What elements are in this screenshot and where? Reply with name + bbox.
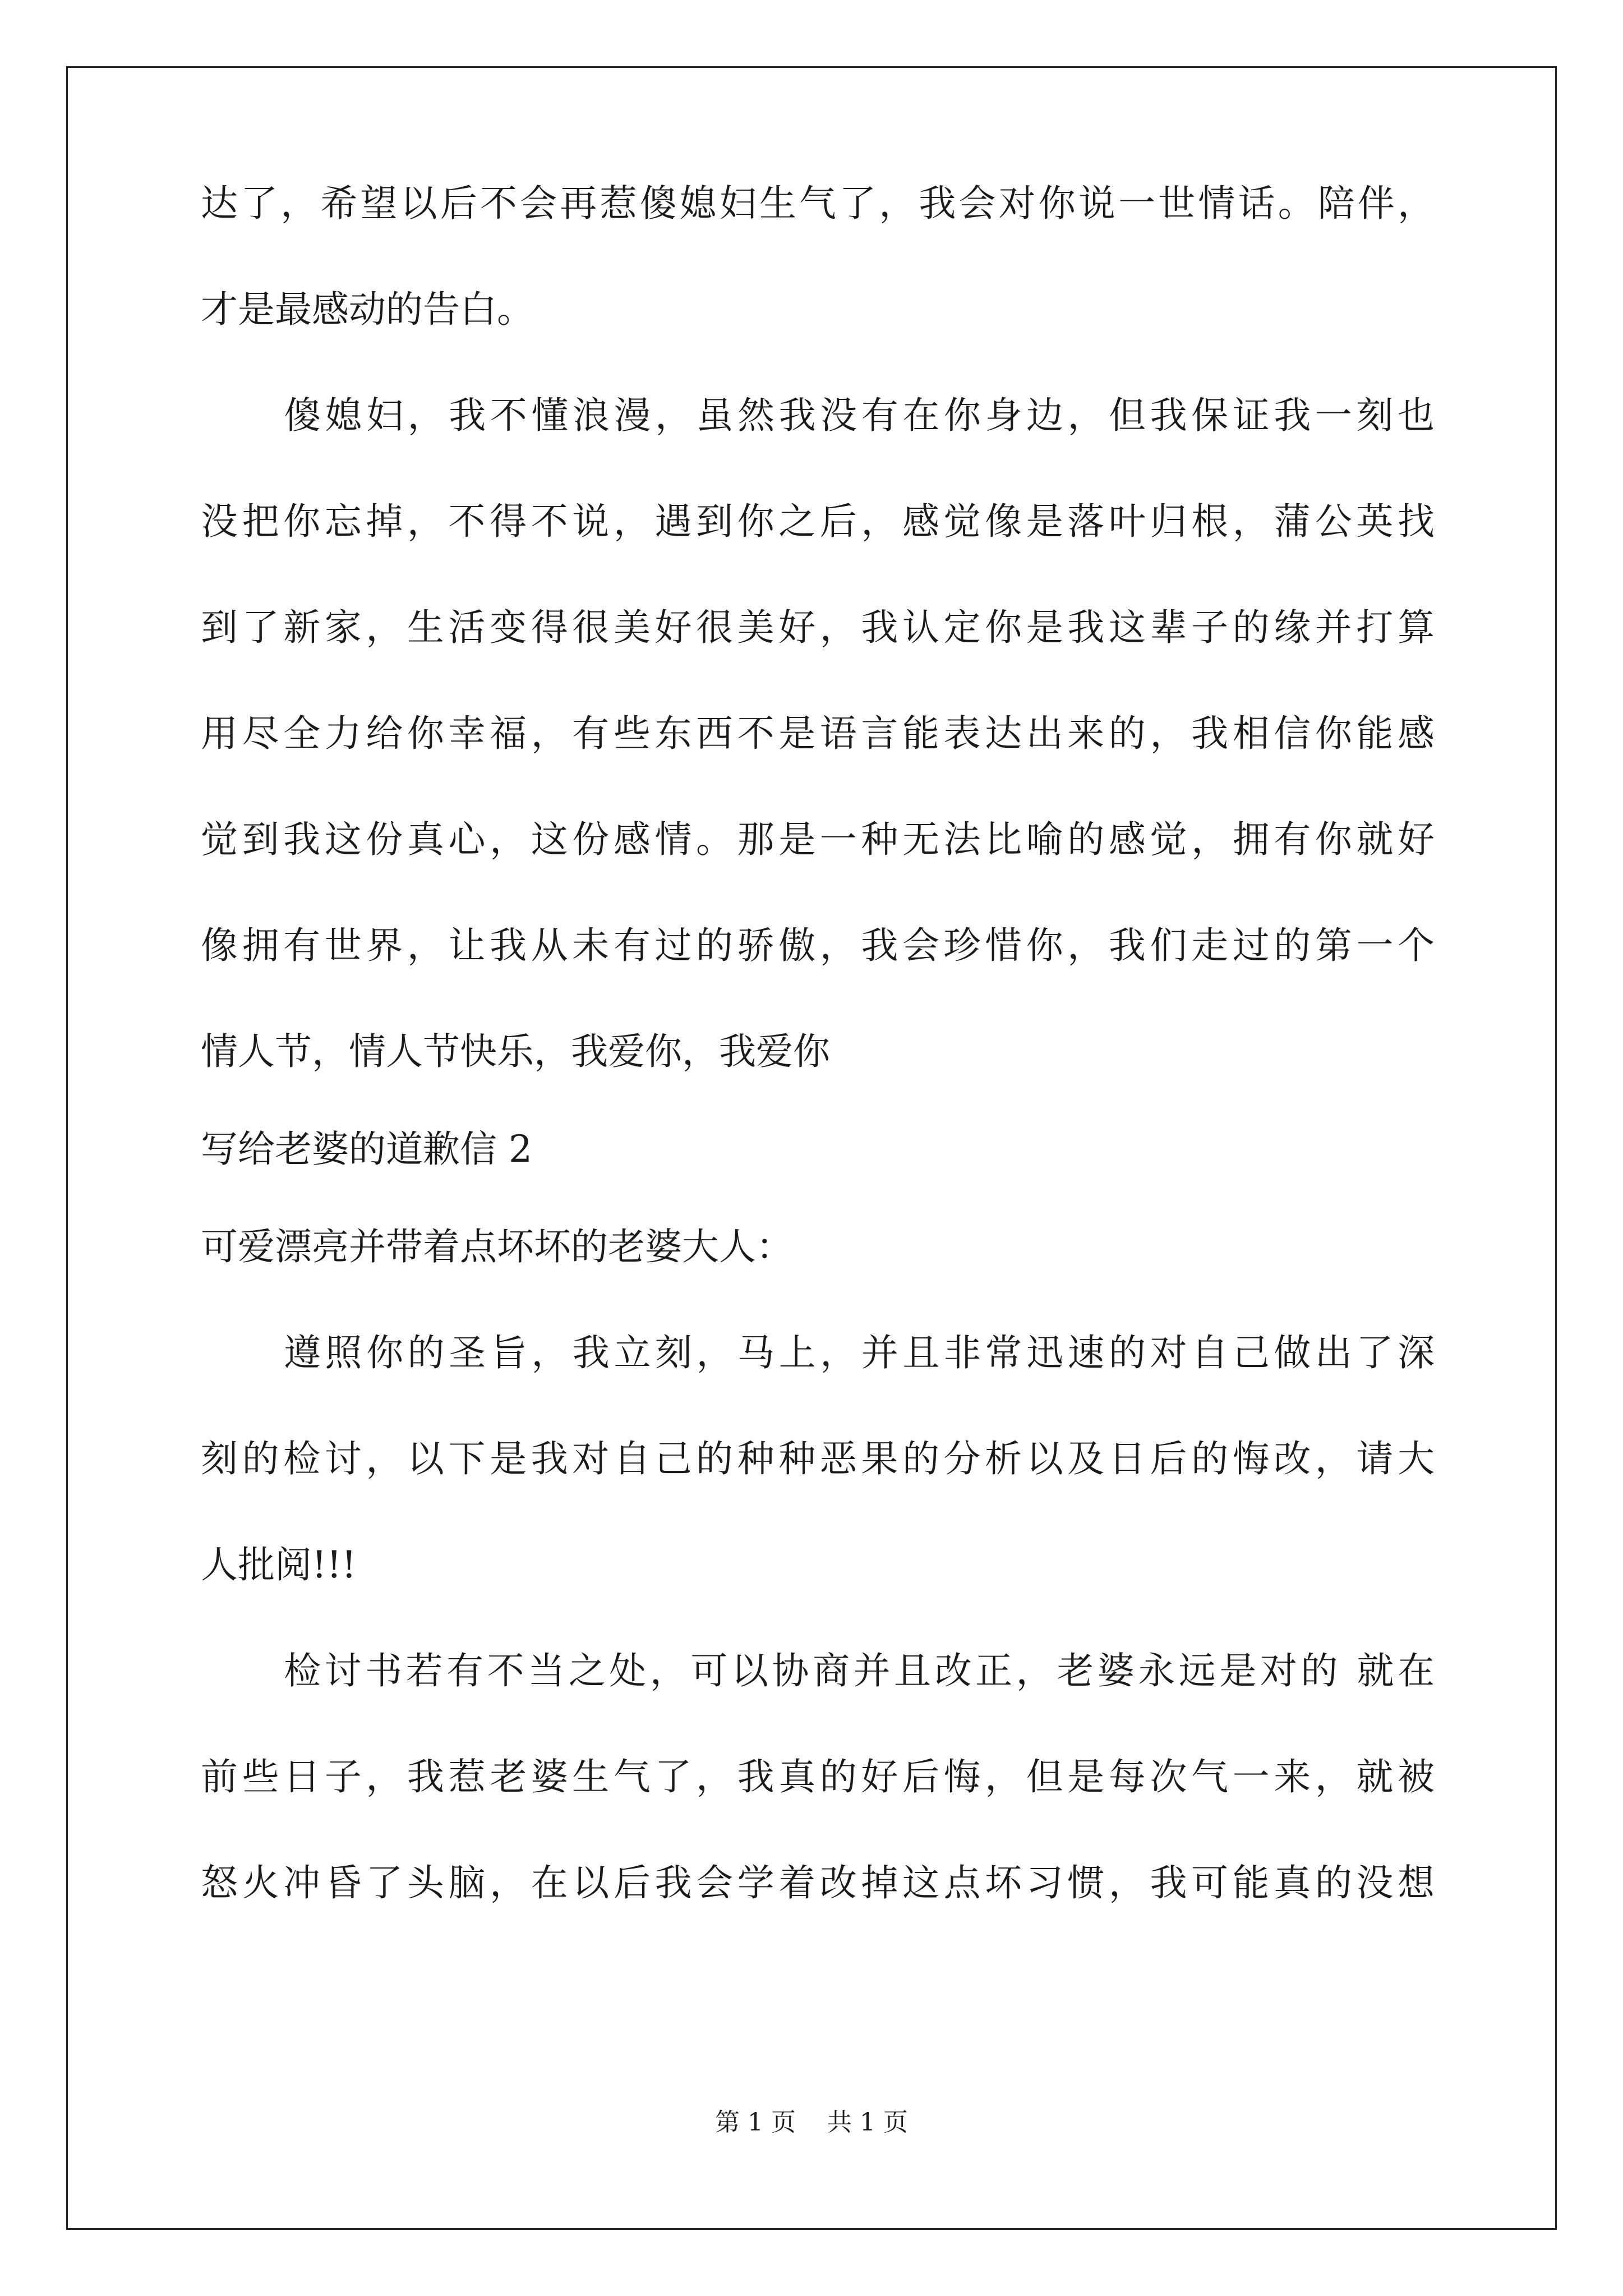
page-count: 共 1 页 (827, 2108, 908, 2137)
page-footer (0, 2110, 1623, 2135)
paragraph-line: 像拥有世界，让我从未有过的骄傲，我会珍惜你，我们走过的第一个 (201, 924, 1435, 967)
paragraph-line: 遵照你的圣旨，我立刻，马上，并且非常迅速的对自己做出了深 (284, 1331, 1435, 1374)
paragraph-line: 情人节，情人节快乐，我爱你，我爱你 (201, 1030, 830, 1073)
paragraph-line: 没把你忘掉，不得不说，遇到你之后，感觉像是落叶归根，蒲公英找 (201, 500, 1435, 543)
page-number: 第 1 页 (715, 2108, 796, 2137)
paragraph-line: 前些日子，我惹老婆生气了，我真的好后悔，但是每次气一来，就被 (201, 1755, 1435, 1798)
document-body (201, 182, 1435, 1971)
section-heading: 写给老婆的道歉信 2 (201, 1128, 532, 1171)
paragraph-line: 才是最感动的告白。 (201, 288, 534, 331)
paragraph-line: 到了新家，生活变得很美好很美好，我认定你是我这辈子的缘并打算 (201, 606, 1435, 649)
salutation: 可爱漂亮并带着点坏坏的老婆大人： (201, 1225, 793, 1268)
paragraph-line: 检讨书若有不当之处，可以协商并且改正，老婆永远是对的 就在 (284, 1649, 1435, 1692)
paragraph-line: 傻媳妇，我不懂浪漫，虽然我没有在你身边，但我保证我一刻也 (284, 394, 1435, 437)
paragraph-line: 怒火冲昏了头脑，在以后我会学着改掉这点坏习惯，我可能真的没想 (201, 1861, 1435, 1904)
paragraph-line: 人批阅!!! (201, 1543, 357, 1586)
paragraph-line: 达了，希望以后不会再惹傻媳妇生气了，我会对你说一世情话。陪伴， (201, 182, 1435, 225)
paragraph-line: 用尽全力给你幸福，有些东西不是语言能表达出来的，我相信你能感 (201, 712, 1435, 755)
paragraph-line: 觉到我这份真心，这份感情。那是一种无法比喻的感觉，拥有你就好 (201, 818, 1435, 861)
paragraph-line: 刻的检讨，以下是我对自己的种种恶果的分析以及日后的悔改，请大 (201, 1437, 1435, 1480)
